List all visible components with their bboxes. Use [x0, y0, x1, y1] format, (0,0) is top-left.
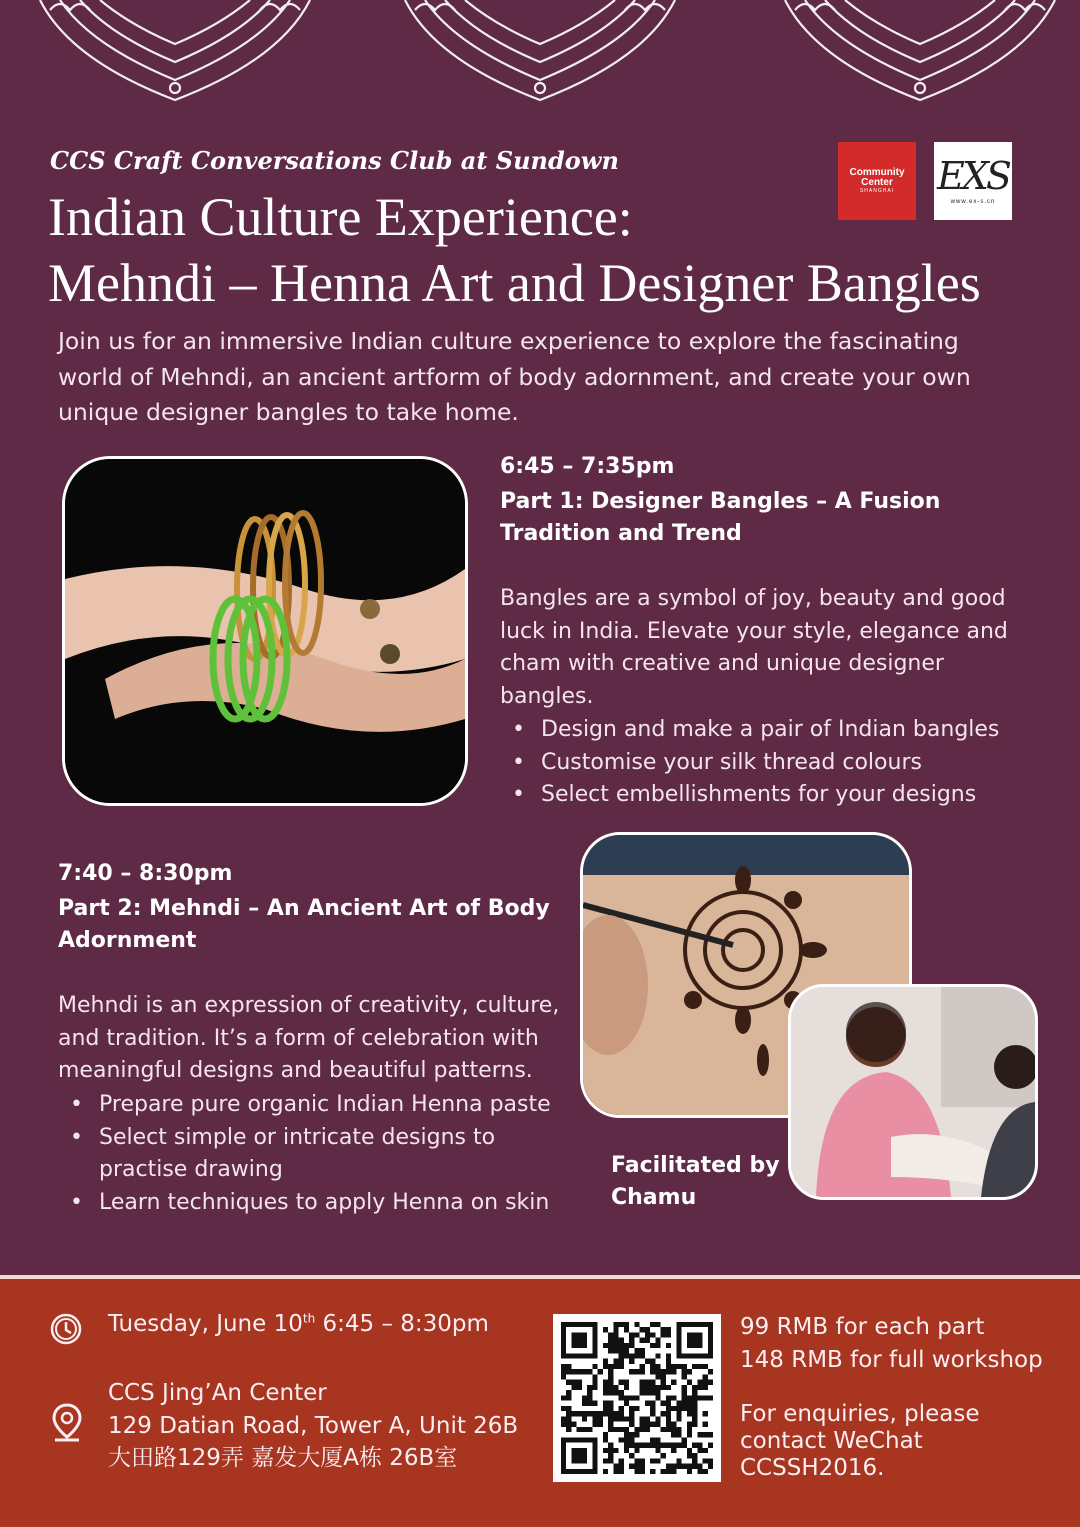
community-center-logo: [838, 142, 916, 220]
location-pin-icon: [51, 1403, 83, 1447]
location-name: CCS Jing’An Center: [108, 1380, 327, 1406]
event-date-ordinal: th: [302, 1311, 316, 1326]
price-per-part: 99 RMB for each part: [740, 1314, 985, 1340]
part1-bullet-list: [512, 714, 999, 812]
event-time: 6:45 – 8:30pm: [315, 1311, 489, 1337]
exs-logo: [934, 142, 1012, 220]
event-date-main: Tuesday, June 10: [108, 1311, 303, 1337]
mandala-decoration: [0, 0, 1080, 110]
price-full-workshop: 148 RMB for full workshop: [740, 1346, 1043, 1373]
list-item: • Select simple or intricate designs to practise drawing: [70, 1122, 570, 1187]
part2-bullet-list: [70, 1089, 570, 1220]
facilitator-photo: [788, 984, 1038, 1200]
part2-time: 7:40 – 8:30pm: [58, 861, 233, 886]
part1-description: Bangles are a symbol of joy, beauty and good luck in India. Elevate your style, elegance and cham with creative and unique designer bangles.: [500, 586, 1008, 709]
pricing: [740, 1311, 1043, 1376]
bangles-photo: [62, 456, 468, 806]
exs-logo-mark: EXS: [937, 154, 1009, 198]
location-address-chinese: 大田路129弄 嘉发大厦A栋 26B室: [108, 1445, 458, 1471]
enquiries-contact: For enquiries, please contact WeChat CCSSH2016.: [740, 1401, 980, 1481]
event-date: [108, 1311, 489, 1337]
list-item: • Customise your silk thread colours: [512, 747, 999, 780]
event-location: [108, 1377, 518, 1475]
part1-time: 6:45 – 7:35pm: [500, 454, 675, 479]
partner-logos: [838, 142, 1012, 220]
part2-description: Mehndi is an expression of creativity, culture, and tradition. It’s a form of celebration with meaningful designs and beautiful patterns.: [58, 993, 560, 1084]
community-center-logo-text: Community Center: [849, 166, 905, 189]
part1-title: Part 1: Designer Bangles – A Fusion Tradition and Trend: [500, 489, 941, 546]
list-item: • Learn techniques to apply Henna on skin: [70, 1187, 570, 1220]
location-address: 129 Datian Road, Tower A, Unit 26B: [108, 1412, 519, 1439]
list-item: • Select embellishments for your designs: [512, 779, 999, 812]
intro-paragraph: Join us for an immersive Indian culture experience to explore the fascinating world of Mehndi, an ancient artform of body adornment, and create your own unique designer bangles to take home.: [58, 327, 971, 426]
list-item: • Prepare pure organic Indian Henna paste: [70, 1089, 570, 1122]
event-title-line1: Indian Culture Experience:: [48, 187, 633, 247]
exs-logo-url: www.ex-s.cn: [950, 199, 996, 205]
part2-title: Part 2: Mehndi – An Ancient Art of Body Adornment: [58, 896, 550, 953]
event-title-line2: Mehndi – Henna Art and Designer Bangles: [48, 253, 981, 313]
qr-code-icon[interactable]: [553, 1314, 721, 1482]
community-center-logo-sub: SHANGHAI: [859, 187, 895, 194]
list-item: • Design and make a pair of Indian bangles: [512, 714, 999, 747]
facilitator-credit: Facilitated by Chamu: [611, 1153, 780, 1210]
club-name: CCS Craft Conversations Club at Sundown: [50, 146, 619, 175]
clock-icon: [50, 1313, 82, 1349]
